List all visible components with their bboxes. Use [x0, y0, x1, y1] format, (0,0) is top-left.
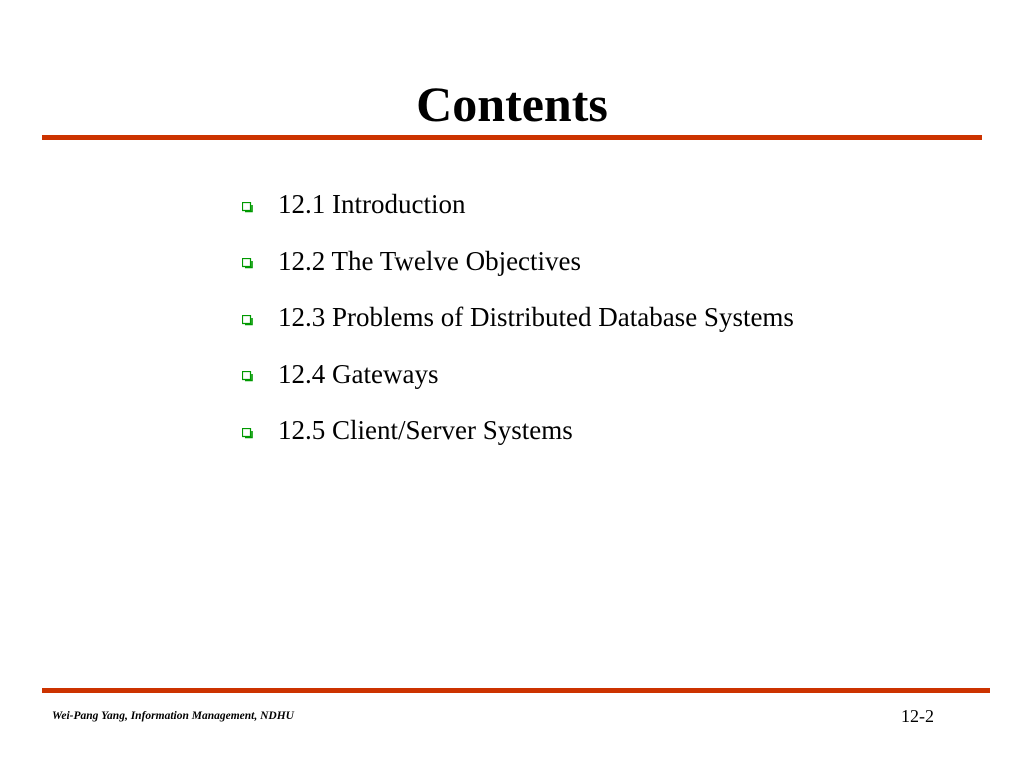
list-item-label: 12.3 Problems of Distributed Database Systems: [278, 302, 794, 333]
contents-list: [240, 176, 794, 459]
page-number: 12-2: [901, 706, 934, 726]
title-divider: [42, 135, 982, 140]
list-item: [240, 346, 794, 403]
hollow-square-bullet-icon: [242, 202, 253, 213]
footer-divider: [42, 688, 990, 693]
hollow-square-bullet-icon: [242, 315, 253, 326]
list-item-label: 12.4 Gateways: [278, 358, 439, 389]
slide-title: Contents: [416, 76, 608, 132]
list-item: [240, 289, 794, 346]
list-item: [240, 176, 794, 233]
list-item-label: 12.5 Client/Server Systems: [278, 415, 573, 446]
footer-author: Wei-Pang Yang, Information Management, NDHU: [52, 710, 294, 722]
list-item: [240, 233, 794, 290]
hollow-square-bullet-icon: [242, 371, 253, 382]
list-item: [240, 402, 794, 459]
hollow-square-bullet-icon: [242, 258, 253, 269]
list-item-label: 12.2 The Twelve Objectives: [278, 245, 582, 276]
hollow-square-bullet-icon: [242, 428, 253, 439]
list-item-label: 12.1 Introduction: [278, 189, 466, 220]
